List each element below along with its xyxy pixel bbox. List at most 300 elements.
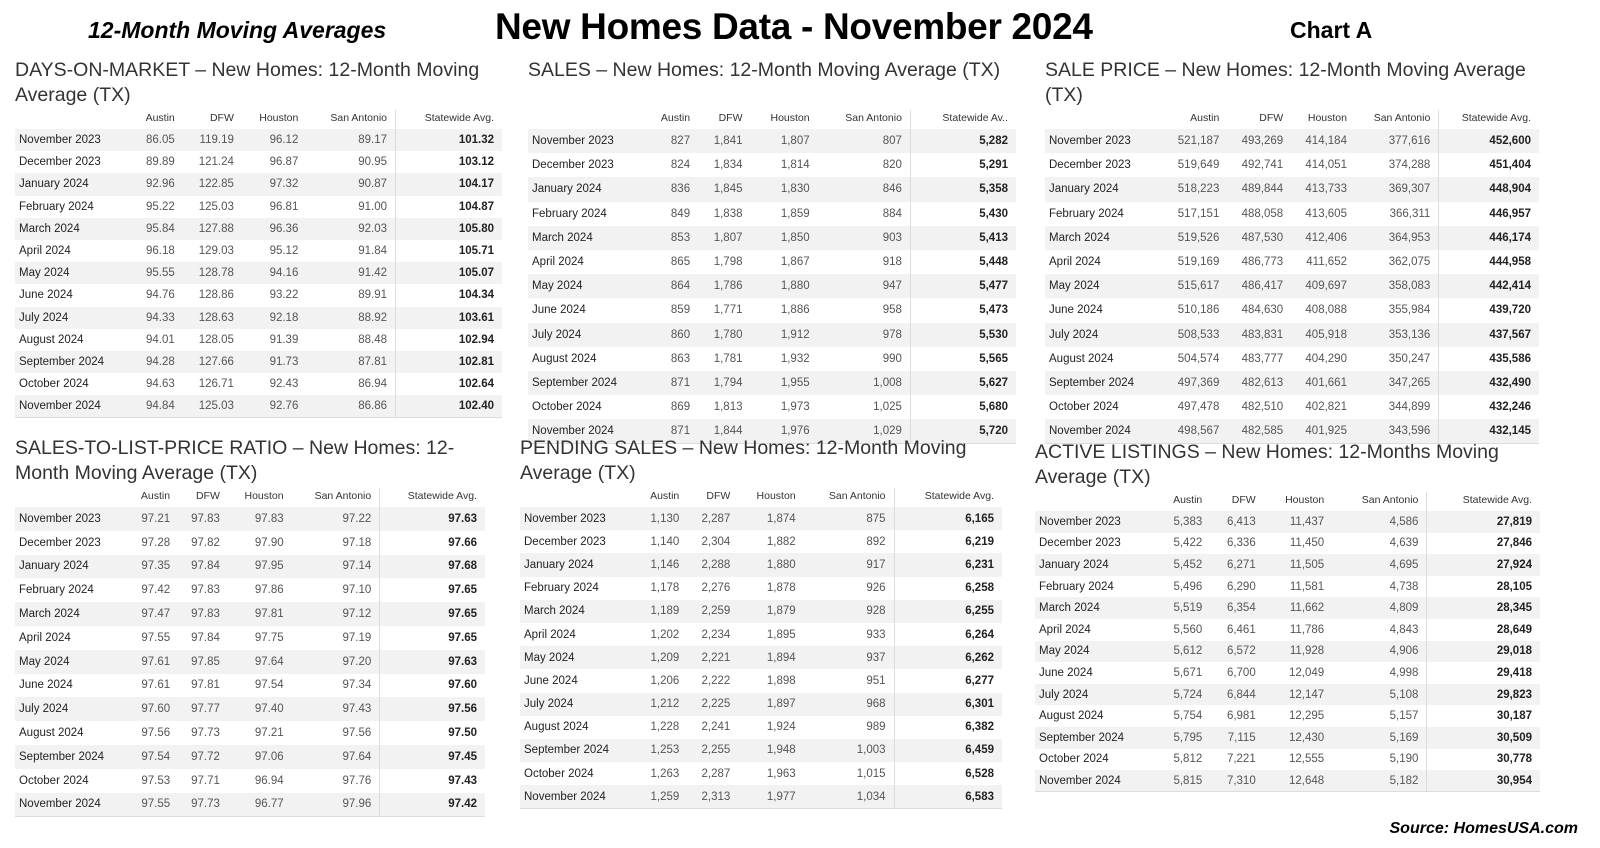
row-label: July 2024 — [1039, 688, 1089, 701]
table-cell: 97.82 — [191, 536, 220, 549]
table-row — [1035, 749, 1540, 771]
table-cell: 1,025 — [873, 401, 902, 414]
table-row — [1035, 533, 1540, 555]
table-cell: 366,311 — [1389, 207, 1431, 220]
table-cell: 7,115 — [1227, 731, 1256, 744]
table-row — [1045, 226, 1539, 250]
column-header: DFW — [195, 490, 220, 502]
table-cell: 88.48 — [358, 333, 387, 346]
row-label: April 2024 — [1039, 623, 1091, 636]
statewide-cell: 97.43 — [380, 769, 485, 793]
column-header: San Antonio — [845, 112, 902, 124]
column-header-label — [520, 488, 636, 507]
table-row — [1045, 202, 1539, 226]
table-cell: 865 — [670, 256, 691, 269]
statewide-cell: 30,509 — [1427, 727, 1540, 749]
table-row — [528, 298, 1016, 322]
table-cell: 884 — [882, 207, 902, 220]
table-cell: 1,932 — [780, 352, 810, 365]
table-cell: 86.05 — [145, 134, 175, 147]
statewide-cell: 442,414 — [1439, 274, 1539, 298]
table-row — [15, 697, 485, 721]
table-cell: 1,253 — [650, 744, 680, 757]
table-cell: 5,496 — [1173, 580, 1203, 593]
table-cell: 90.87 — [358, 178, 387, 191]
table-row — [520, 716, 1002, 739]
table-row — [528, 177, 1016, 201]
table-row — [520, 739, 1002, 762]
statewide-cell: 6,262 — [894, 646, 1002, 669]
table-cell: 97.86 — [254, 584, 284, 597]
table-cell: 97.22 — [342, 512, 372, 525]
panel-sale-price — [1045, 58, 1539, 444]
column-header: Statewide Avg. — [894, 488, 1002, 507]
table-row — [15, 578, 485, 602]
table-cell: 97.83 — [191, 608, 220, 621]
table-row — [15, 151, 502, 173]
table-cell: 5,519 — [1173, 602, 1203, 615]
table-cell: 5,422 — [1173, 537, 1203, 550]
row-label: November 2023 — [532, 135, 614, 148]
column-header: Houston — [244, 490, 284, 502]
table-cell: 1,228 — [650, 721, 680, 734]
table-cell: 97.42 — [141, 584, 171, 597]
table-cell: 7,221 — [1226, 753, 1256, 766]
table-row — [1035, 641, 1540, 663]
statewide-cell: 432,490 — [1439, 371, 1539, 395]
table-cell: 836 — [670, 183, 691, 196]
column-header: DFW — [706, 490, 731, 502]
statewide-cell: 104.87 — [396, 196, 503, 218]
data-table — [520, 488, 1002, 809]
table-cell: 86.86 — [358, 400, 387, 413]
table-cell: 97.21 — [254, 727, 284, 740]
row-label: March 2024 — [1049, 231, 1110, 244]
row-label: April 2024 — [1049, 256, 1101, 269]
table-cell: 4,586 — [1389, 515, 1419, 528]
statewide-cell: 27,819 — [1427, 511, 1540, 533]
statewide-cell: 439,720 — [1439, 298, 1539, 322]
row-label: July 2024 — [1049, 328, 1099, 341]
table-cell: 1,897 — [766, 698, 796, 711]
table-cell: 4,738 — [1389, 580, 1419, 593]
table-cell: 1,015 — [856, 767, 886, 780]
table-cell: 369,307 — [1388, 183, 1431, 196]
table-cell: 1,212 — [650, 698, 680, 711]
row-label: May 2024 — [1039, 645, 1090, 658]
table-row — [1045, 129, 1539, 153]
statewide-cell: 29,418 — [1427, 662, 1540, 684]
table-cell: 1,882 — [766, 535, 796, 548]
table-cell: 482,510 — [1241, 401, 1284, 414]
table-cell: 92.43 — [269, 378, 299, 391]
row-label: April 2024 — [19, 245, 71, 258]
table-cell: 484,630 — [1241, 304, 1284, 317]
table-cell: 92.03 — [358, 222, 387, 235]
table-cell: 128.78 — [198, 267, 234, 280]
table-cell: 1,178 — [650, 582, 680, 595]
table-cell: 515,617 — [1177, 280, 1220, 293]
table-cell: 94.33 — [145, 311, 175, 324]
table-row — [15, 218, 502, 240]
table-cell: 95.84 — [145, 222, 175, 235]
table-cell: 97.40 — [254, 703, 284, 716]
table-row — [1035, 705, 1540, 727]
statewide-cell: 27,846 — [1427, 533, 1540, 555]
table-cell: 2,304 — [701, 535, 731, 548]
table-cell: 1,973 — [780, 401, 810, 414]
column-header: San Antonio — [330, 112, 387, 124]
table-cell: 1,948 — [766, 744, 796, 757]
table-cell: 97.64 — [342, 750, 372, 763]
table-header-row — [15, 110, 502, 129]
table-cell: 414,184 — [1305, 135, 1347, 148]
row-label: October 2024 — [19, 774, 89, 787]
table-cell: 1,898 — [766, 674, 796, 687]
table-cell: 2,225 — [701, 698, 731, 711]
panel-title: ACTIVE LISTINGS – New Homes: 12-Months Moving Average (TX) — [1035, 441, 1499, 488]
column-header-label — [528, 110, 645, 129]
table-cell: 11,662 — [1289, 602, 1325, 615]
row-label: December 2023 — [19, 536, 101, 549]
statewide-cell: 6,231 — [894, 553, 1002, 576]
table-cell: 97.55 — [141, 631, 171, 644]
column-header: Austin — [1173, 494, 1203, 506]
statewide-cell: 6,165 — [894, 507, 1002, 530]
table-cell: 4,843 — [1389, 623, 1419, 636]
table-cell: 1,838 — [713, 207, 743, 220]
statewide-cell: 5,720 — [910, 419, 1016, 443]
table-cell: 859 — [670, 304, 691, 317]
table-cell: 489,844 — [1241, 183, 1284, 196]
row-label: May 2024 — [19, 267, 70, 280]
panel-title: PENDING SALES – New Homes: 12-Month Moving Average (TX) — [520, 437, 967, 484]
table-cell: 92.96 — [145, 178, 175, 191]
row-label: October 2024 — [532, 401, 602, 414]
table-cell: 5,383 — [1173, 515, 1203, 528]
panel-title: SALES – New Homes: 12-Month Moving Average (TX) — [528, 59, 1001, 81]
row-label: December 2023 — [1039, 537, 1121, 550]
table-cell: 5,795 — [1173, 731, 1203, 744]
table-cell: 5,815 — [1173, 774, 1203, 787]
statewide-cell: 97.65 — [380, 602, 485, 626]
table-cell: 12,555 — [1289, 753, 1325, 766]
page-title: New Homes Data - November 2024 — [495, 6, 1093, 47]
table-cell: 486,773 — [1241, 256, 1284, 269]
table-cell: 97.32 — [269, 178, 299, 191]
statewide-cell: 5,291 — [910, 153, 1016, 177]
table-cell: 350,247 — [1388, 352, 1431, 365]
table-row — [520, 577, 1002, 600]
table-cell: 97.64 — [254, 655, 284, 668]
table-row — [520, 600, 1002, 623]
table-cell: 989 — [866, 721, 886, 734]
table-cell: 1,850 — [780, 231, 810, 244]
table-row — [1035, 684, 1540, 706]
row-label: January 2024 — [532, 183, 602, 196]
statewide-cell: 5,282 — [910, 129, 1016, 153]
table-row — [15, 307, 502, 329]
table-cell: 497,369 — [1177, 376, 1220, 389]
table-row — [15, 284, 502, 306]
table-cell: 6,413 — [1226, 515, 1256, 528]
row-label: September 2024 — [1039, 731, 1125, 744]
table-cell: 1,034 — [856, 790, 886, 803]
table-cell: 89.17 — [358, 134, 387, 147]
panel-sales-to-list-ratio — [15, 436, 485, 817]
column-header: Houston — [770, 112, 810, 124]
statewide-cell: 28,105 — [1427, 576, 1540, 598]
table-cell: 863 — [670, 352, 691, 365]
table-header-row — [528, 110, 1016, 129]
table-cell: 1,029 — [873, 425, 902, 438]
table-row — [15, 650, 485, 674]
table-cell: 517,151 — [1177, 207, 1220, 220]
table-cell: 5,182 — [1389, 774, 1419, 787]
statewide-cell: 6,258 — [894, 577, 1002, 600]
table-cell: 362,075 — [1388, 256, 1431, 269]
statewide-cell: 432,246 — [1439, 395, 1539, 419]
table-cell: 1,912 — [780, 328, 810, 341]
table-row — [15, 129, 502, 151]
table-cell: 11,450 — [1289, 537, 1325, 550]
table-cell: 1,206 — [650, 674, 680, 687]
row-label: March 2024 — [19, 222, 80, 235]
column-header: San Antonio — [828, 490, 886, 502]
statewide-cell: 5,565 — [910, 347, 1016, 371]
table-cell: 1,263 — [650, 767, 680, 780]
table-cell: 92.18 — [269, 311, 299, 324]
table-cell: 849 — [670, 207, 691, 220]
row-label: November 2024 — [524, 790, 606, 803]
table-cell: 978 — [882, 328, 902, 341]
row-label: March 2024 — [19, 608, 80, 621]
table-cell: 97.81 — [254, 608, 284, 621]
table-cell: 498,567 — [1177, 425, 1220, 438]
row-label: April 2024 — [524, 628, 576, 641]
statewide-cell: 5,448 — [910, 250, 1016, 274]
statewide-cell: 105.07 — [396, 262, 503, 284]
table-cell: 2,287 — [701, 512, 731, 525]
table-cell: 347,265 — [1388, 376, 1431, 389]
table-cell: 6,700 — [1226, 666, 1256, 679]
table-cell: 875 — [866, 512, 886, 525]
table-cell: 4,998 — [1389, 666, 1419, 679]
row-label: September 2024 — [19, 750, 105, 763]
row-label: October 2024 — [1039, 753, 1109, 766]
table-cell: 4,695 — [1389, 558, 1419, 571]
table-cell: 497,478 — [1177, 401, 1220, 414]
table-cell: 97.73 — [191, 798, 220, 811]
table-cell: 1,771 — [713, 304, 743, 317]
table-cell: 87.81 — [358, 355, 387, 368]
table-cell: 958 — [882, 304, 902, 317]
row-label: May 2024 — [19, 655, 70, 668]
statewide-cell: 5,680 — [910, 395, 1016, 419]
table-cell: 94.84 — [145, 400, 175, 413]
table-row — [528, 250, 1016, 274]
row-label: February 2024 — [19, 200, 94, 213]
table-cell: 92.76 — [269, 400, 299, 413]
table-cell: 377,616 — [1388, 135, 1431, 148]
row-label: August 2024 — [1039, 710, 1104, 723]
table-cell: 7,310 — [1226, 774, 1256, 787]
row-label: January 2024 — [19, 560, 89, 573]
table-cell: 2,259 — [701, 605, 731, 618]
table-cell: 97.85 — [191, 655, 220, 668]
table-cell: 871 — [670, 376, 691, 389]
table-row — [15, 555, 485, 579]
table-cell: 1,794 — [713, 376, 743, 389]
statewide-cell: 103.12 — [396, 151, 503, 173]
table-cell: 91.84 — [358, 245, 387, 258]
table-cell: 97.60 — [141, 703, 171, 716]
row-label: November 2024 — [19, 400, 101, 413]
table-cell: 1,146 — [650, 558, 680, 571]
table-cell: 11,505 — [1289, 558, 1325, 571]
row-label: November 2024 — [1049, 425, 1131, 438]
table-cell: 95.22 — [145, 200, 175, 213]
table-cell: 2,287 — [701, 767, 731, 780]
table-cell: 521,187 — [1177, 135, 1220, 148]
table-cell: 95.55 — [145, 267, 175, 280]
statewide-cell: 5,413 — [910, 226, 1016, 250]
column-header: Houston — [756, 490, 796, 502]
table-cell: 1,924 — [766, 721, 796, 734]
data-table — [15, 488, 485, 817]
table-cell: 2,276 — [701, 582, 731, 595]
column-header: DFW — [209, 112, 234, 124]
row-label: August 2024 — [19, 333, 84, 346]
table-cell: 94.63 — [145, 378, 175, 391]
table-row — [528, 226, 1016, 250]
table-cell: 88.92 — [358, 311, 387, 324]
table-row — [15, 531, 485, 555]
statewide-cell: 97.68 — [380, 555, 485, 579]
table-cell: 97.10 — [342, 584, 372, 597]
table-cell: 96.87 — [269, 156, 299, 169]
table-cell: 97.90 — [254, 536, 284, 549]
table-cell: 97.81 — [191, 679, 220, 692]
column-header: Austin — [140, 490, 171, 502]
table-cell: 11,581 — [1289, 580, 1325, 593]
row-label: August 2024 — [532, 352, 597, 365]
table-cell: 493,269 — [1241, 135, 1284, 148]
row-label: September 2024 — [532, 376, 618, 389]
statewide-cell: 5,430 — [910, 202, 1016, 226]
statewide-cell: 104.34 — [396, 284, 503, 306]
table-cell: 1,955 — [780, 376, 810, 389]
table-cell: 518,223 — [1177, 183, 1220, 196]
statewide-cell: 101.32 — [396, 129, 503, 151]
table-cell: 483,831 — [1241, 328, 1284, 341]
row-label: January 2024 — [524, 558, 594, 571]
table-row — [1035, 597, 1540, 619]
table-cell: 519,526 — [1177, 231, 1220, 244]
table-cell: 1,886 — [780, 304, 810, 317]
table-cell: 353,136 — [1388, 328, 1431, 341]
statewide-cell: 5,627 — [910, 371, 1016, 395]
statewide-cell: 97.66 — [380, 531, 485, 555]
table-cell: 482,585 — [1241, 425, 1284, 438]
table-cell: 4,639 — [1389, 537, 1419, 550]
table-cell: 97.83 — [191, 512, 220, 525]
statewide-cell: 6,583 — [894, 785, 1002, 808]
row-label: January 2024 — [19, 178, 89, 191]
table-cell: 97.84 — [191, 560, 220, 573]
table-cell: 97.43 — [342, 703, 372, 716]
statewide-cell: 97.45 — [380, 745, 485, 769]
panel-pending-sales — [520, 436, 1002, 809]
statewide-cell: 432,145 — [1439, 419, 1539, 443]
statewide-cell: 444,958 — [1439, 250, 1539, 274]
table-cell: 129.03 — [198, 245, 234, 258]
table-row — [1045, 274, 1539, 298]
table-cell: 951 — [866, 674, 886, 687]
table-row — [528, 129, 1016, 153]
table-cell: 4,809 — [1389, 602, 1419, 615]
table-cell: 1,845 — [713, 183, 743, 196]
table-row — [15, 262, 502, 284]
table-cell: 97.19 — [342, 631, 372, 644]
statewide-cell: 29,018 — [1427, 641, 1540, 663]
table-cell: 1,202 — [650, 628, 680, 641]
table-cell: 1,894 — [766, 651, 796, 664]
column-header: Houston — [1285, 494, 1325, 506]
table-cell: 91.00 — [358, 200, 387, 213]
row-label: February 2024 — [524, 582, 599, 595]
table-cell: 492,741 — [1241, 159, 1284, 172]
table-cell: 128.05 — [198, 333, 234, 346]
row-label: August 2024 — [1049, 352, 1114, 365]
table-cell: 402,821 — [1305, 401, 1347, 414]
table-row — [520, 623, 1002, 646]
row-label: May 2024 — [524, 651, 575, 664]
table-row — [1035, 619, 1540, 641]
table-cell: 1,003 — [856, 744, 886, 757]
column-header: Austin — [145, 112, 175, 124]
table-row — [528, 202, 1016, 226]
table-cell: 807 — [882, 135, 902, 148]
table-cell: 1,841 — [713, 135, 743, 148]
table-cell: 892 — [866, 535, 886, 548]
table-cell: 6,981 — [1226, 710, 1256, 723]
statewide-cell: 105.71 — [396, 240, 503, 262]
statewide-cell: 102.94 — [396, 329, 503, 351]
table-cell: 12,430 — [1289, 731, 1325, 744]
table-cell: 1,807 — [713, 231, 743, 244]
table-cell: 504,574 — [1177, 352, 1220, 365]
table-cell: 97.35 — [141, 560, 171, 573]
table-row — [15, 373, 502, 395]
table-cell: 11,928 — [1289, 645, 1325, 658]
table-cell: 903 — [882, 231, 902, 244]
row-label: July 2024 — [532, 328, 582, 341]
table-cell: 1,867 — [780, 256, 810, 269]
table-cell: 97.75 — [254, 631, 284, 644]
table-cell: 97.73 — [191, 727, 220, 740]
table-cell: 1,807 — [780, 135, 810, 148]
table-cell: 846 — [882, 183, 902, 196]
statewide-cell: 29,823 — [1427, 684, 1540, 706]
column-header: DFW — [1231, 494, 1256, 506]
table-cell: 97.21 — [141, 512, 171, 525]
table-cell: 126.71 — [198, 378, 234, 391]
table-cell: 97.28 — [141, 536, 171, 549]
table-cell: 1,880 — [780, 280, 810, 293]
table-cell: 1,874 — [766, 512, 796, 525]
table-cell: 128.63 — [198, 311, 234, 324]
